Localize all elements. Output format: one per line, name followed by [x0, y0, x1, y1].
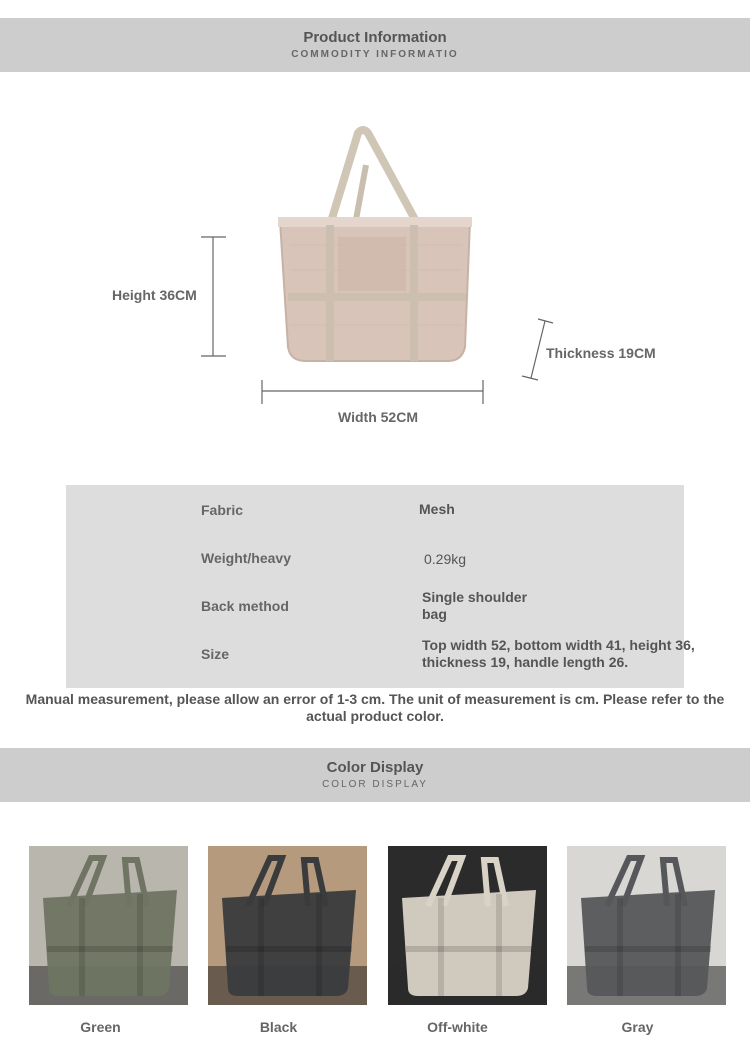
color-swatch-off-white[interactable] — [388, 846, 547, 1005]
color-label-gray: Gray — [621, 1019, 654, 1035]
spec-value-back-method: Single shoulder bag — [422, 589, 528, 622]
color-display-subtitle: COLOR DISPLAY — [322, 779, 428, 790]
spec-value-fabric: Mesh — [419, 501, 455, 517]
height-label: Height 36CM — [112, 287, 197, 303]
color-display-banner — [0, 748, 750, 802]
product-info-subtitle: COMMODITY INFORMATIO — [291, 49, 459, 60]
spec-label-fabric: Fabric — [201, 502, 244, 518]
color-swatch-green[interactable] — [29, 846, 188, 1005]
color-swatch-black[interactable] — [208, 846, 367, 1005]
spec-label-back-method: Back method — [201, 598, 289, 614]
spec-value-weight: 0.29kg — [424, 551, 467, 567]
bag-photo — [208, 846, 367, 1005]
height-indicator — [201, 237, 226, 356]
spec-value-size: Top width 52, bottom width 41, height 36, thickness 19, handle length 26. — [422, 637, 695, 670]
bag-photo — [567, 846, 726, 1005]
color-label-green: Green — [80, 1019, 121, 1035]
color-display-title: Color Display — [326, 759, 424, 776]
thickness-label: Thickness 19CM — [546, 345, 656, 361]
color-label-black: Black — [259, 1019, 298, 1035]
product-info-title: Product Information — [303, 29, 447, 46]
measurement-note: Manual measurement, please allow an error of 1-3 cm. The unit of measurement is cm. Please refer to the actual product color. — [25, 691, 725, 724]
color-swatch-gray[interactable] — [567, 846, 726, 1005]
spec-label-size: Size — [201, 646, 230, 662]
bag-photo — [388, 846, 547, 1005]
color-label-off-white: Off-white — [427, 1019, 488, 1035]
bag-image — [270, 125, 480, 370]
width-label: Width 52CM — [338, 409, 418, 425]
bag-photo — [29, 846, 188, 1005]
width-indicator — [262, 380, 483, 404]
spec-label-weight: Weight/heavy — [201, 550, 291, 566]
